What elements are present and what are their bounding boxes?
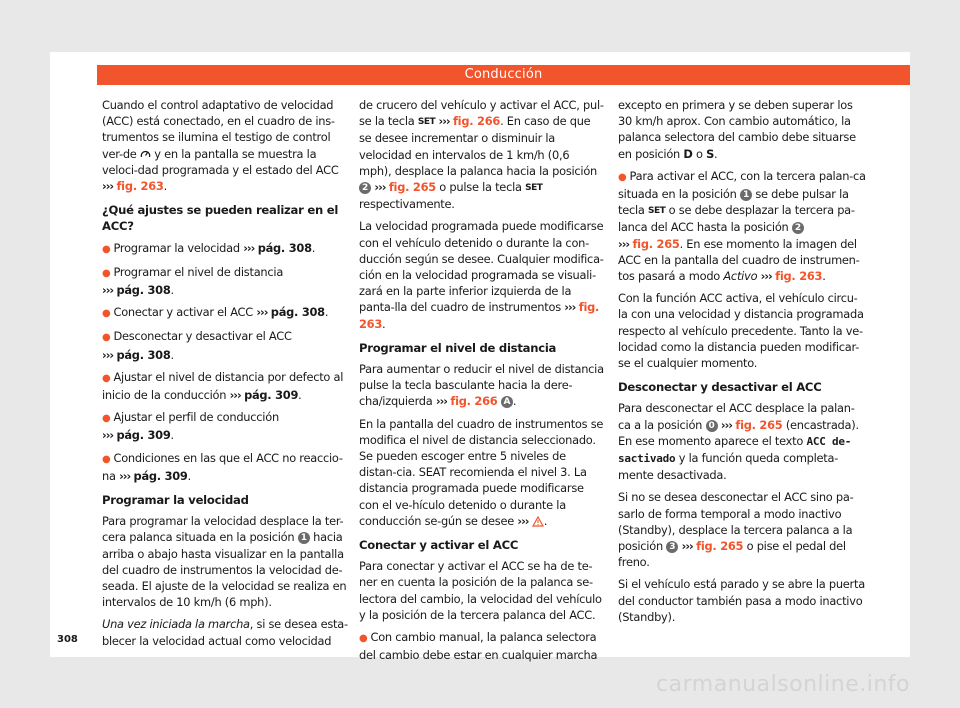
column-1 [102,97,354,655]
list-item: ● Con cambio manual, la palanca selectora del cambio debe estar en cualquier marcha [359,630,598,663]
set-key-icon: SET [417,117,436,128]
paragraph: En la pantalla del cuadro de instrumentos se modifica el nivel de distancia seleccionado. Se pueden escoger entre 5 niveles de distan-cia. SEAT recomienda el nivel 3. La distancia programada puede modificarse con el ve-hículo detenido o durante la conducción se-gún se desee ››› . [359,416,604,528]
pag-308-link[interactable]: pág. 308 [257,240,312,255]
acc-desactivado-text: ACC de-sactivado [618,434,852,466]
fig-265-link[interactable]: fig. 265 [696,539,744,554]
position-badge-a: A [501,396,513,408]
fig-265-link[interactable]: fig. 265 [632,236,680,251]
position-badge-2: 2 [792,222,804,234]
position-badge-2: 2 [359,182,371,194]
position-badge-0: 0 [706,420,718,432]
fig-263-link[interactable]: fig. 263 [359,300,600,331]
section-header: Conducción [97,65,910,85]
page-number: 308 [57,634,78,645]
paragraph: Para conectar y activar el ACC se ha de te-ner en cuenta la posición de la palanca se-lectora del cambio, la velocidad del vehículo y la posición de la tercera palanca del ACC. [359,559,602,622]
pag-309-link[interactable]: pág. 309 [133,468,188,483]
set-key-icon: SET [648,206,666,217]
column-3 [618,97,866,631]
list-item: ● Desconectar y desactivar el ACC ››› pág. 308. [102,329,292,362]
question-heading: ¿Qué ajustes se pueden realizar en el ACC? [102,203,339,234]
intro-paragraph: Cuando el control adaptativo de velocidad (ACC) está conectado, en el cuadro de ins-trumentos se ilumina el testigo de control ver-de y en la pantalla se muestra la veloci-dad programada y el estado del ACC ››› fig. 263. [102,98,339,194]
fig-266-link[interactable]: fig. 266 [452,114,501,129]
paragraph: La velocidad programada puede modificarse con el vehículo detenido o durante la con-ducción según se desee. Cualquier modifica-ción en la velocidad programada se visuali-zará en la parte inferior izquierda de la panta-lla del cuadro de instrumentos ››› fig. 263. [359,219,604,331]
list-item: ● Ajustar el nivel de distancia por defecto al inicio de la conducción ››› pág. 309. [102,369,344,403]
fig-265-link[interactable]: fig. 265 [388,180,436,195]
paragraph: Para aumentar o reducir el nivel de distancia pulse la tecla basculante hacia la dere-cha/izquierda ››› fig. 266 A . [359,362,604,409]
paragraph: Con la función ACC activa, el vehículo circu-la con una velocidad y distancia programada respecto al vehículo precedente. Tanto la ve-locidad como la distancia pueden modificar-se el cualquier momento. [618,291,864,371]
list-item: ● Conectar y activar el ACC ››› pág. 308. [102,305,329,320]
paragraph: Si no se desea desconectar el ACC sino pa-sarlo de forma temporal a modo inactivo (Standby), desplace la tercera palanca a la posición 3 ››› fig. 265 o pise el pedal del freno. [618,490,854,570]
paragraph: Para desconectar el ACC desplace la palan-ca a la posición 0 ››› fig. 265 (encastrada). En ese momento aparece el texto ACC de-sactivado y la función queda completa-mente desactivada. [618,401,859,483]
pag-309-link[interactable]: pág. 309 [244,388,299,403]
fig-263-link[interactable]: fig. 263 [775,269,823,284]
pag-308-link[interactable]: pág. 308 [270,305,325,320]
position-badge-1: 1 [298,532,310,544]
fig-265-link[interactable]: fig. 265 [735,417,783,432]
list-item: ● Condiciones en las que el ACC no reaccio-na ››› pág. 309. [102,450,343,483]
paragraph: de crucero del vehículo y activar el ACC, pul-se la tecla SET ››› fig. 266. En caso de que se desee incrementar o disminuir la velocidad en intervalos de 1 km/h (0,6 mph), desplace la palanca hacia la posición 2 ››› fig. 265 o pulse la tecla SET respectivamente. [359,98,604,212]
pag-308-link[interactable]: pág. 308 [116,347,171,362]
paragraph: Para programar la velocidad desplace la ter-cera palanca situada en la posición 1 hacia arriba o abajo hasta visualizar en la pantalla del cuadro de instrumentos la velocidad de-seada. El ajuste de la velocidad se realiza en intervalos de 10 km/h (6 mph). [102,514,347,610]
list-item: ● Para activar el ACC, con la tercera palan-ca situada en la posición 1 se debe pulsar la tecla SET o se debe desplazar la tercera pa-lanca del ACC hasta la posición 2 ››› fig. 265. En ese momento la imagen del ACC en la pantalla del cuadro de instrumen-tos pasará a modo Activo ››› fig. 263. [618,168,866,284]
warning-triangle-icon [532,516,544,527]
fig-263-link[interactable]: fig. 263 [116,179,164,194]
paragraph: Si el vehículo está parado y se abre la puerta del conductor también pasa a modo inactivo (Standby). [618,577,865,624]
paragraph: Una vez iniciada la marcha, si se desea esta-blecer la velocidad actual como velocidad [102,617,348,648]
pag-308-link[interactable]: pág. 308 [116,283,171,298]
set-key-icon: SET [525,183,543,194]
heading-desconectar-acc: Desconectar y desactivar el ACC [618,380,822,395]
heading-conectar-acc: Conectar y activar el ACC [359,538,519,553]
list-item: ● Programar la velocidad ››› pág. 308. [102,240,316,255]
watermark: carmanualsonline.info [656,672,910,697]
column-2 [359,97,605,670]
position-badge-3: 3 [666,541,678,553]
list-item: ● Ajustar el perfil de conducción ››› pág. 309. [102,410,279,443]
acc-warning-lamp-icon [140,149,151,159]
fig-266-link[interactable]: fig. 266 [450,394,498,409]
heading-nivel-distancia: Programar el nivel de distancia [359,340,557,355]
paragraph: excepto en primera y se deben superar los 30 km/h aprox. Con cambio automático, la palanca selectora del cambio debe situarse en posición D o S. [618,98,856,161]
heading-programar-velocidad: Programar la velocidad [102,493,249,508]
position-badge-1: 1 [740,189,752,201]
list-item: ● Programar el nivel de distancia ››› pág. 308. [102,264,284,298]
pag-309-link[interactable]: pág. 309 [116,428,171,443]
